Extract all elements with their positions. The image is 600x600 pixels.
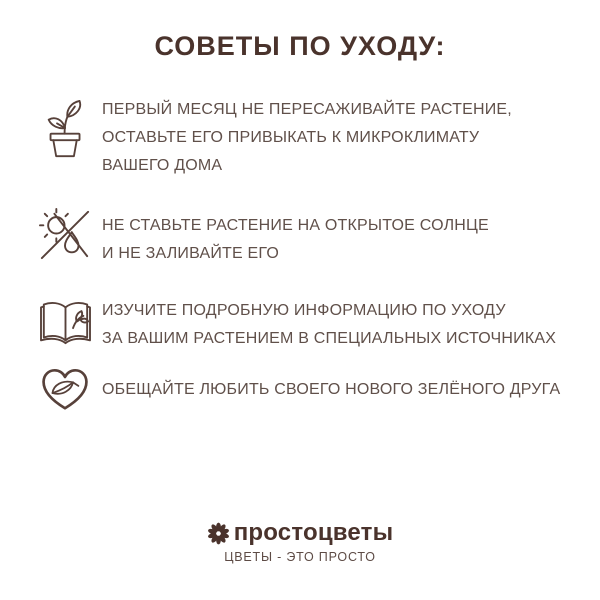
tip-text-line: НЕ СТАВЬТЕ РАСТЕНИЕ НА ОТКРЫТОЕ СОЛНЦЕ — [102, 217, 489, 234]
tip-text-line: ЗА ВАШИМ РАСТЕНИЕМ В СПЕЦИАЛЬНЫХ ИСТОЧНИКАХ — [102, 330, 557, 347]
tip-love-your-plant — [0, 367, 600, 412]
flower-icon — [207, 522, 230, 545]
no-sun-no-overwatering-icon — [36, 208, 94, 260]
tip-text-line: ИЗУЧИТЕ ПОДРОБНУЮ ИНФОРМАЦИЮ ПО УХОДУ — [102, 302, 506, 319]
tip-text-line: И НЕ ЗАЛИВАЙТЕ ЕГО — [102, 245, 279, 262]
tip-text-line: ОСТАВЬТЕ ЕГО ПРИВЫКАТЬ К МИКРОКЛИМАТУ — [102, 129, 480, 146]
tip-text — [102, 212, 489, 268]
tip-text — [102, 376, 560, 404]
tip-no-repotting — [0, 96, 600, 180]
tip-text-line: ОБЕЩАЙТЕ ЛЮБИТЬ СВОЕГО НОВОГО ЗЕЛЁНОГО ДРУГА — [102, 380, 561, 398]
tip-read-care-info — [0, 297, 600, 353]
tip-text — [102, 297, 556, 353]
heart-leaf-icon — [36, 367, 94, 412]
tips-list — [0, 96, 600, 412]
brand-footer — [0, 520, 600, 564]
brand-tagline: ЦВЕТЫ - ЭТО ПРОСТО — [224, 550, 376, 564]
tip-text-line: ПЕРВЫЙ МЕСЯЦ НЕ ПЕРЕСАЖИВАЙТЕ РАСТЕНИЕ, — [102, 101, 512, 118]
brand-wordmark: простоцветы — [233, 519, 394, 546]
tip-text — [102, 96, 512, 180]
tip-no-direct-sun — [0, 212, 600, 268]
tip-text-line: ВАШЕГО ДОМА — [102, 157, 223, 174]
brand-logo-row — [0, 520, 600, 546]
potted-plant-icon — [36, 100, 94, 158]
page-title: СОВЕТЫ ПО УХОДУ: — [154, 31, 446, 61]
open-book-icon — [36, 297, 94, 346]
